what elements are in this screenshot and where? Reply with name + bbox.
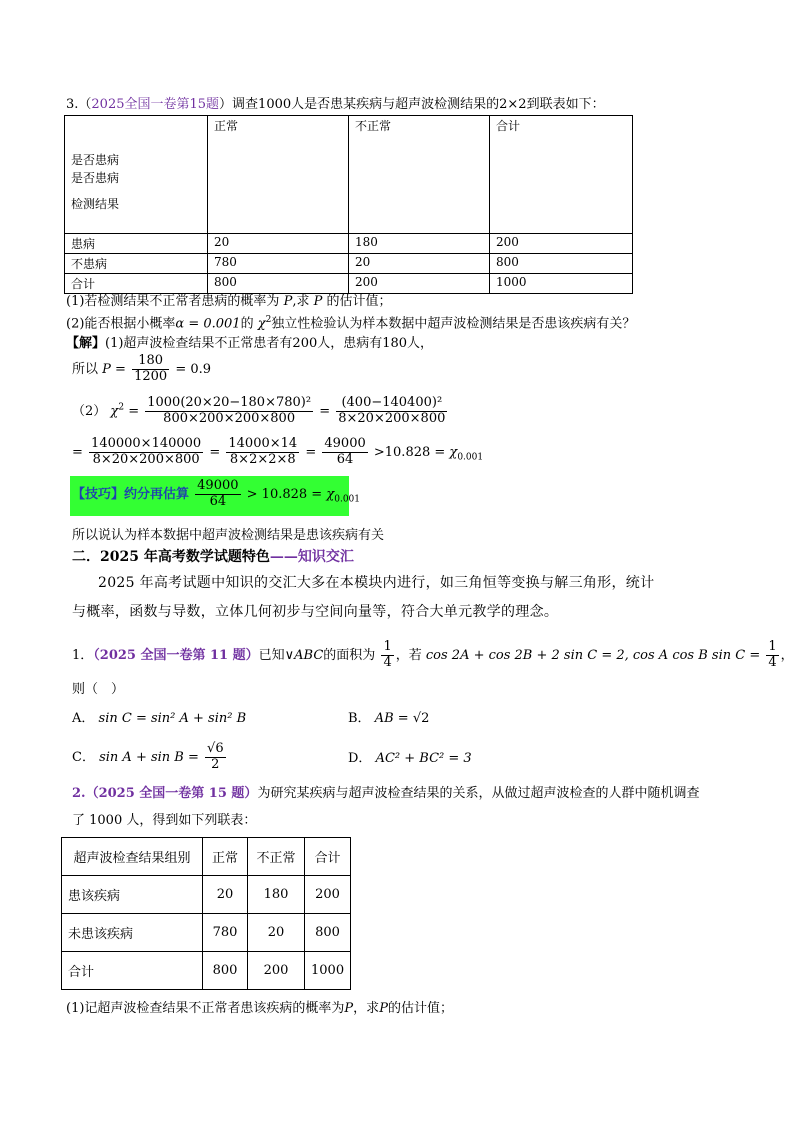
section-heading [72, 549, 354, 566]
text: (2)能否根据小概率 [66, 316, 176, 332]
row-label: 患病 [65, 234, 208, 254]
header-cell: 正常 [208, 116, 349, 234]
text: 8×20×200×800 [92, 451, 200, 467]
table-cell: 20 [208, 234, 349, 254]
q1-condition: cos 2A + cos 2B + 2 sin C = 2, cos A cos B sin C = [425, 647, 761, 663]
table-cell: 800 [490, 254, 633, 274]
table-row [65, 254, 633, 274]
table-cell: 200 [248, 952, 305, 990]
area-fraction [381, 640, 393, 671]
text: >10.828 = [373, 444, 446, 460]
contingency-table-2 [61, 837, 351, 990]
table-row [65, 234, 633, 254]
table-cell: 780 [208, 254, 349, 274]
q3-source: 2025全国一卷第15题 [91, 97, 220, 112]
text: ， [780, 647, 794, 663]
table-cell: 800 [208, 274, 349, 294]
header-cell: 正常 [203, 838, 248, 876]
text: 2 [211, 756, 220, 772]
q2-stem [72, 786, 699, 802]
header-cell: 合计 [305, 838, 351, 876]
text: = [209, 444, 221, 460]
text: 的估计值； [326, 294, 392, 309]
chi-symbol: χ [257, 316, 266, 332]
text: B． [348, 711, 371, 726]
table-row [62, 952, 351, 990]
text: 140000×140000 [91, 436, 202, 451]
text: (1)记超声波检查结果不正常者患该疾病的概率为 [66, 1001, 345, 1016]
text: 4 [383, 654, 392, 670]
chi-fraction-5 [322, 437, 367, 468]
text: 已知∨ [258, 647, 295, 663]
text: AC² + BC² = 3 [375, 751, 472, 766]
text: ABC [294, 647, 324, 663]
table-row [62, 876, 351, 914]
text: 0.001 [334, 494, 360, 505]
text: = 0.9 [175, 361, 212, 377]
section-paragraph-line: 与概率，函数与导数，立体几何初步与空间向量等，符合大单元教学的理念。 [72, 604, 559, 620]
solution-p-line [72, 354, 211, 385]
table-header-row [65, 116, 633, 234]
chi-symbol: χ [326, 486, 335, 502]
q2-part1 [66, 1001, 453, 1017]
text: (1)若检测结果不正常者患病的概率为 [66, 294, 280, 309]
table-cell: 180 [349, 234, 490, 254]
text: 1． [72, 647, 94, 663]
section-paragraph-line: 2025 年高考试题中知识的交汇大多在本模块内进行，如三角恒等变换与解三角形，统计 [98, 575, 655, 591]
q3-part2: (2)能否根据小概率α = 0.001的 $\chi^2$独立性检验认为样本数据中超声波检测结果是否患该疾病有关？ [66, 315, 636, 332]
table-cell: 200 [349, 274, 490, 294]
solution-chi-line2 [72, 437, 483, 468]
table-cell: 800 [305, 914, 351, 952]
text: 的面积为 [323, 647, 376, 663]
text: （2） [72, 403, 107, 419]
option-c-fraction [205, 742, 226, 773]
text: 1 [768, 639, 777, 654]
table-cell: 1000 [305, 952, 351, 990]
table-cell: 200 [490, 234, 633, 254]
table-cell: 20 [248, 914, 305, 952]
header-cell: 超声波检查结果组别 [62, 838, 203, 876]
table-row [65, 274, 633, 294]
text: ，求 [353, 1001, 380, 1016]
option-b [348, 711, 429, 727]
text: 14000×14 [228, 436, 298, 451]
row-label: 未患该疾病 [62, 914, 203, 952]
q1-then: 则（ ） [72, 682, 125, 697]
text: 0.001 [457, 452, 484, 463]
text: D． [348, 751, 372, 766]
text: 独立性检验认为样本数据中超声波检测结果是否患该疾病有关？ [271, 316, 636, 332]
solution-bracket: 【解】 [66, 336, 106, 351]
q1-stem [72, 640, 794, 671]
table-row [62, 914, 351, 952]
text: C． [72, 749, 95, 765]
table-cell: 1000 [490, 274, 633, 294]
table-cell: 780 [203, 914, 248, 952]
option-c [72, 742, 228, 773]
text: 1 [383, 639, 392, 654]
var-p: P [283, 294, 293, 309]
chi-fraction-3 [89, 437, 203, 468]
option-a [72, 711, 246, 727]
q3-stem [66, 97, 605, 113]
corner-label: 检测结果 [71, 197, 120, 211]
header-cell: 不正常 [349, 116, 490, 234]
q2-source: （2025 全国一卷第 15 题） [85, 786, 258, 801]
text: sin A + sin B = [99, 749, 199, 765]
text: 的 [240, 316, 254, 332]
text: AB = [374, 711, 409, 726]
corner-label: 是否患病 [71, 171, 120, 185]
text: sin C = sin² A + sin² B [98, 711, 247, 726]
var-p: P [344, 1001, 354, 1016]
text: 1000(20×20−180×780)² [147, 395, 312, 410]
text: 64 [336, 451, 354, 467]
p-eq: P = [102, 361, 126, 377]
text: ，若 [395, 647, 422, 663]
q2-stem-line2: 了 1000 人，得到如下列联表： [72, 813, 257, 828]
chi-symbol: χ [449, 444, 458, 460]
solution-line1 [66, 336, 433, 352]
text: 49000 [324, 436, 366, 451]
solution-conclusion: 所以说认为样本数据中超声波检测结果是患该疾病有关 [72, 528, 385, 543]
text: 的估计值； [387, 1001, 453, 1016]
text: 2. [72, 786, 86, 801]
text: = [72, 444, 83, 460]
text: 64 [209, 493, 227, 509]
alpha: α = 0.001 [175, 316, 241, 332]
chi-fraction-4 [226, 437, 299, 468]
text: √6 [207, 741, 224, 756]
q3-part1 [66, 294, 392, 310]
header-cell: 合计 [490, 116, 633, 234]
contingency-table-1 [64, 115, 633, 294]
row-label: 患该疾病 [62, 876, 203, 914]
header-cell: 不正常 [248, 838, 305, 876]
chi-fraction-2 [336, 396, 447, 427]
p-fraction [132, 354, 169, 385]
text: √2 [412, 711, 430, 726]
chi-fraction-1 [145, 396, 313, 427]
text: 所以 [72, 361, 99, 377]
text: 二．2025 年高考数学试题特色 [72, 549, 270, 565]
text: > 10.828 = [246, 486, 323, 502]
text: A． [72, 711, 95, 726]
text: = [128, 403, 140, 419]
solution-chi-line1: （2） $\chi^2$ = $\frac{\text{1000(20×20−180×780)²}}{800\times 200\times 200\times 800}$ = $\frac{\text{(400−140400)²}}{8\times 20\times 200\times 800}$ [72, 395, 446, 426]
text: 180 [132, 354, 169, 370]
text: 4 [768, 654, 777, 670]
text: ,求 [292, 294, 310, 309]
text: = [305, 444, 317, 460]
q3-prefix: 3.（ [66, 97, 92, 112]
text: 800×200×200×800 [163, 410, 296, 426]
row-label: 合计 [65, 274, 208, 294]
text: = [319, 403, 331, 419]
var-p: P [313, 294, 323, 309]
table-cell: 200 [305, 876, 351, 914]
tip-line [72, 479, 360, 510]
text: (400−140400)² [336, 396, 447, 412]
table-cell: 20 [349, 254, 490, 274]
corner-label: 是否患病 [71, 153, 120, 167]
table-cell: 180 [248, 876, 305, 914]
condition-fraction [766, 640, 778, 671]
solution-text: (1)超声波检查结果不正常患者有200人，患病有180人， [105, 336, 434, 351]
chi-symbol: χ [110, 403, 119, 419]
row-label: 合计 [62, 952, 203, 990]
var-p: P [379, 1001, 388, 1016]
text: ——知识交汇 [269, 549, 354, 565]
text: 49000 [197, 478, 239, 493]
table-cell: 800 [203, 952, 248, 990]
table-cell: 20 [203, 876, 248, 914]
text: 1200 [134, 368, 168, 384]
tip-fraction [195, 479, 240, 510]
table-header-row [62, 838, 351, 876]
q1-source: （2025 全国一卷第 11 题） [93, 647, 259, 663]
text: 为研究某疾病与超声波检查结果的关系，从做过超声波检查的人群中随机调查 [257, 786, 700, 801]
text: 8×20×200×800 [338, 410, 446, 426]
tip-label: 【技巧】约分再估算 [72, 486, 190, 502]
q3-suffix: ）调查1000人是否患某疾病与超声波检测结果的2×2到联表如下： [219, 97, 605, 112]
option-d [348, 751, 472, 767]
row-label: 不患病 [65, 254, 208, 274]
table-corner-cell [65, 116, 208, 234]
text: 8×2×2×8 [229, 451, 296, 467]
